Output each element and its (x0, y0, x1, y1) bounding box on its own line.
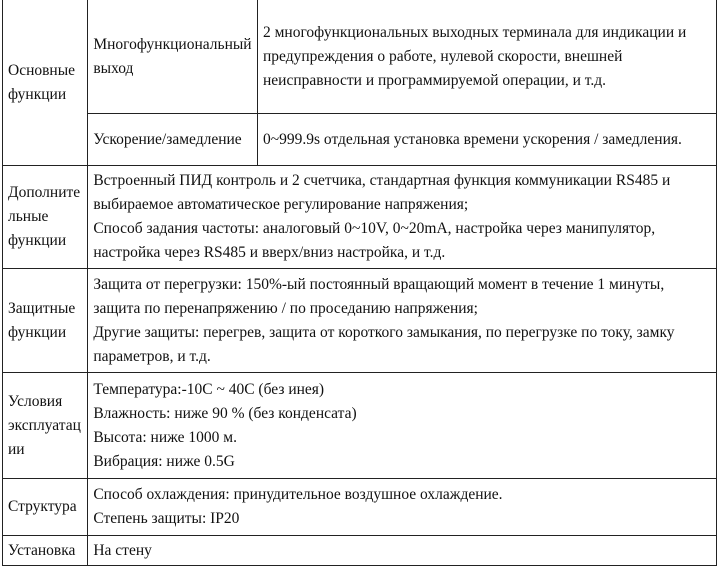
category-cell-additional: Дополнительные функции (3, 165, 88, 268)
text-line: Высота: ниже 1000 м. (93, 428, 237, 446)
text-line: Встроенный ПИД контроль и 2 счетчика, стандартная функция коммуникации RS485 и выбираемое автоматическое регулирование напряжения; (93, 172, 671, 213)
table-row (3, 0, 717, 113)
text-line: Другие защиты: перегрев, защита от короткого замыкания, по перегрузке по току, замку параметров, и т.д. (93, 323, 675, 365)
value-cell-structure (88, 478, 717, 535)
text-line: Способ задания частоты: аналоговый 0~10V, 0~20mA, настройка через манипулятор, настройка через RS485 и вверх/вниз настройка, и т.д. (93, 220, 656, 261)
text-line: Степень защиты: IP20 (93, 510, 240, 527)
category-cell-basic: Основные функции (3, 0, 88, 165)
specification-table (2, 0, 717, 566)
label-cell-multifunction-output: Многофункциональный выход (88, 0, 258, 113)
value-cell-multifunction-output: 2 многофункциональных выходных терминала для индикации и предупреждения о работе, нулевой скорости, внешней неисправности и программируемой операции, и т.д. (257, 0, 716, 113)
label-cell-accel-decel: Ускорение/замедление (88, 113, 258, 165)
value-cell-installation: На стену (88, 535, 717, 565)
category-cell-operating: Условия эксплуатации (3, 372, 88, 478)
text-line: Вибрация: ниже 0.5G (93, 452, 235, 470)
table-row (3, 113, 717, 165)
value-cell-operating (88, 372, 717, 478)
value-cell-protection (88, 268, 717, 372)
table-row (3, 165, 717, 268)
category-cell-installation: Установка (3, 535, 88, 565)
table-row (3, 478, 717, 535)
text-line: Способ охлаждения: принудительное воздушное охлаждение. (93, 486, 503, 503)
text-line: Температура:-10C ~ 40C (без инея) (93, 380, 325, 398)
table-row (3, 372, 717, 478)
value-cell-additional (88, 165, 717, 268)
table-row (3, 535, 717, 565)
value-cell-accel-decel: 0~999.9s отдельная установка времени ускорения / замедления. (257, 113, 716, 165)
category-cell-structure: Структура (3, 478, 88, 535)
table-row (3, 268, 717, 372)
category-cell-protection: Защитные функции (3, 268, 88, 372)
text-line: Защита от перегрузки: 150%-ый постоянный вращающий момент в течение 1 минуты, защита по перенапряжению / по проседанию напряжения; (93, 275, 665, 317)
text-line: Влажность: ниже 90 % (без конденсата) (93, 404, 357, 422)
